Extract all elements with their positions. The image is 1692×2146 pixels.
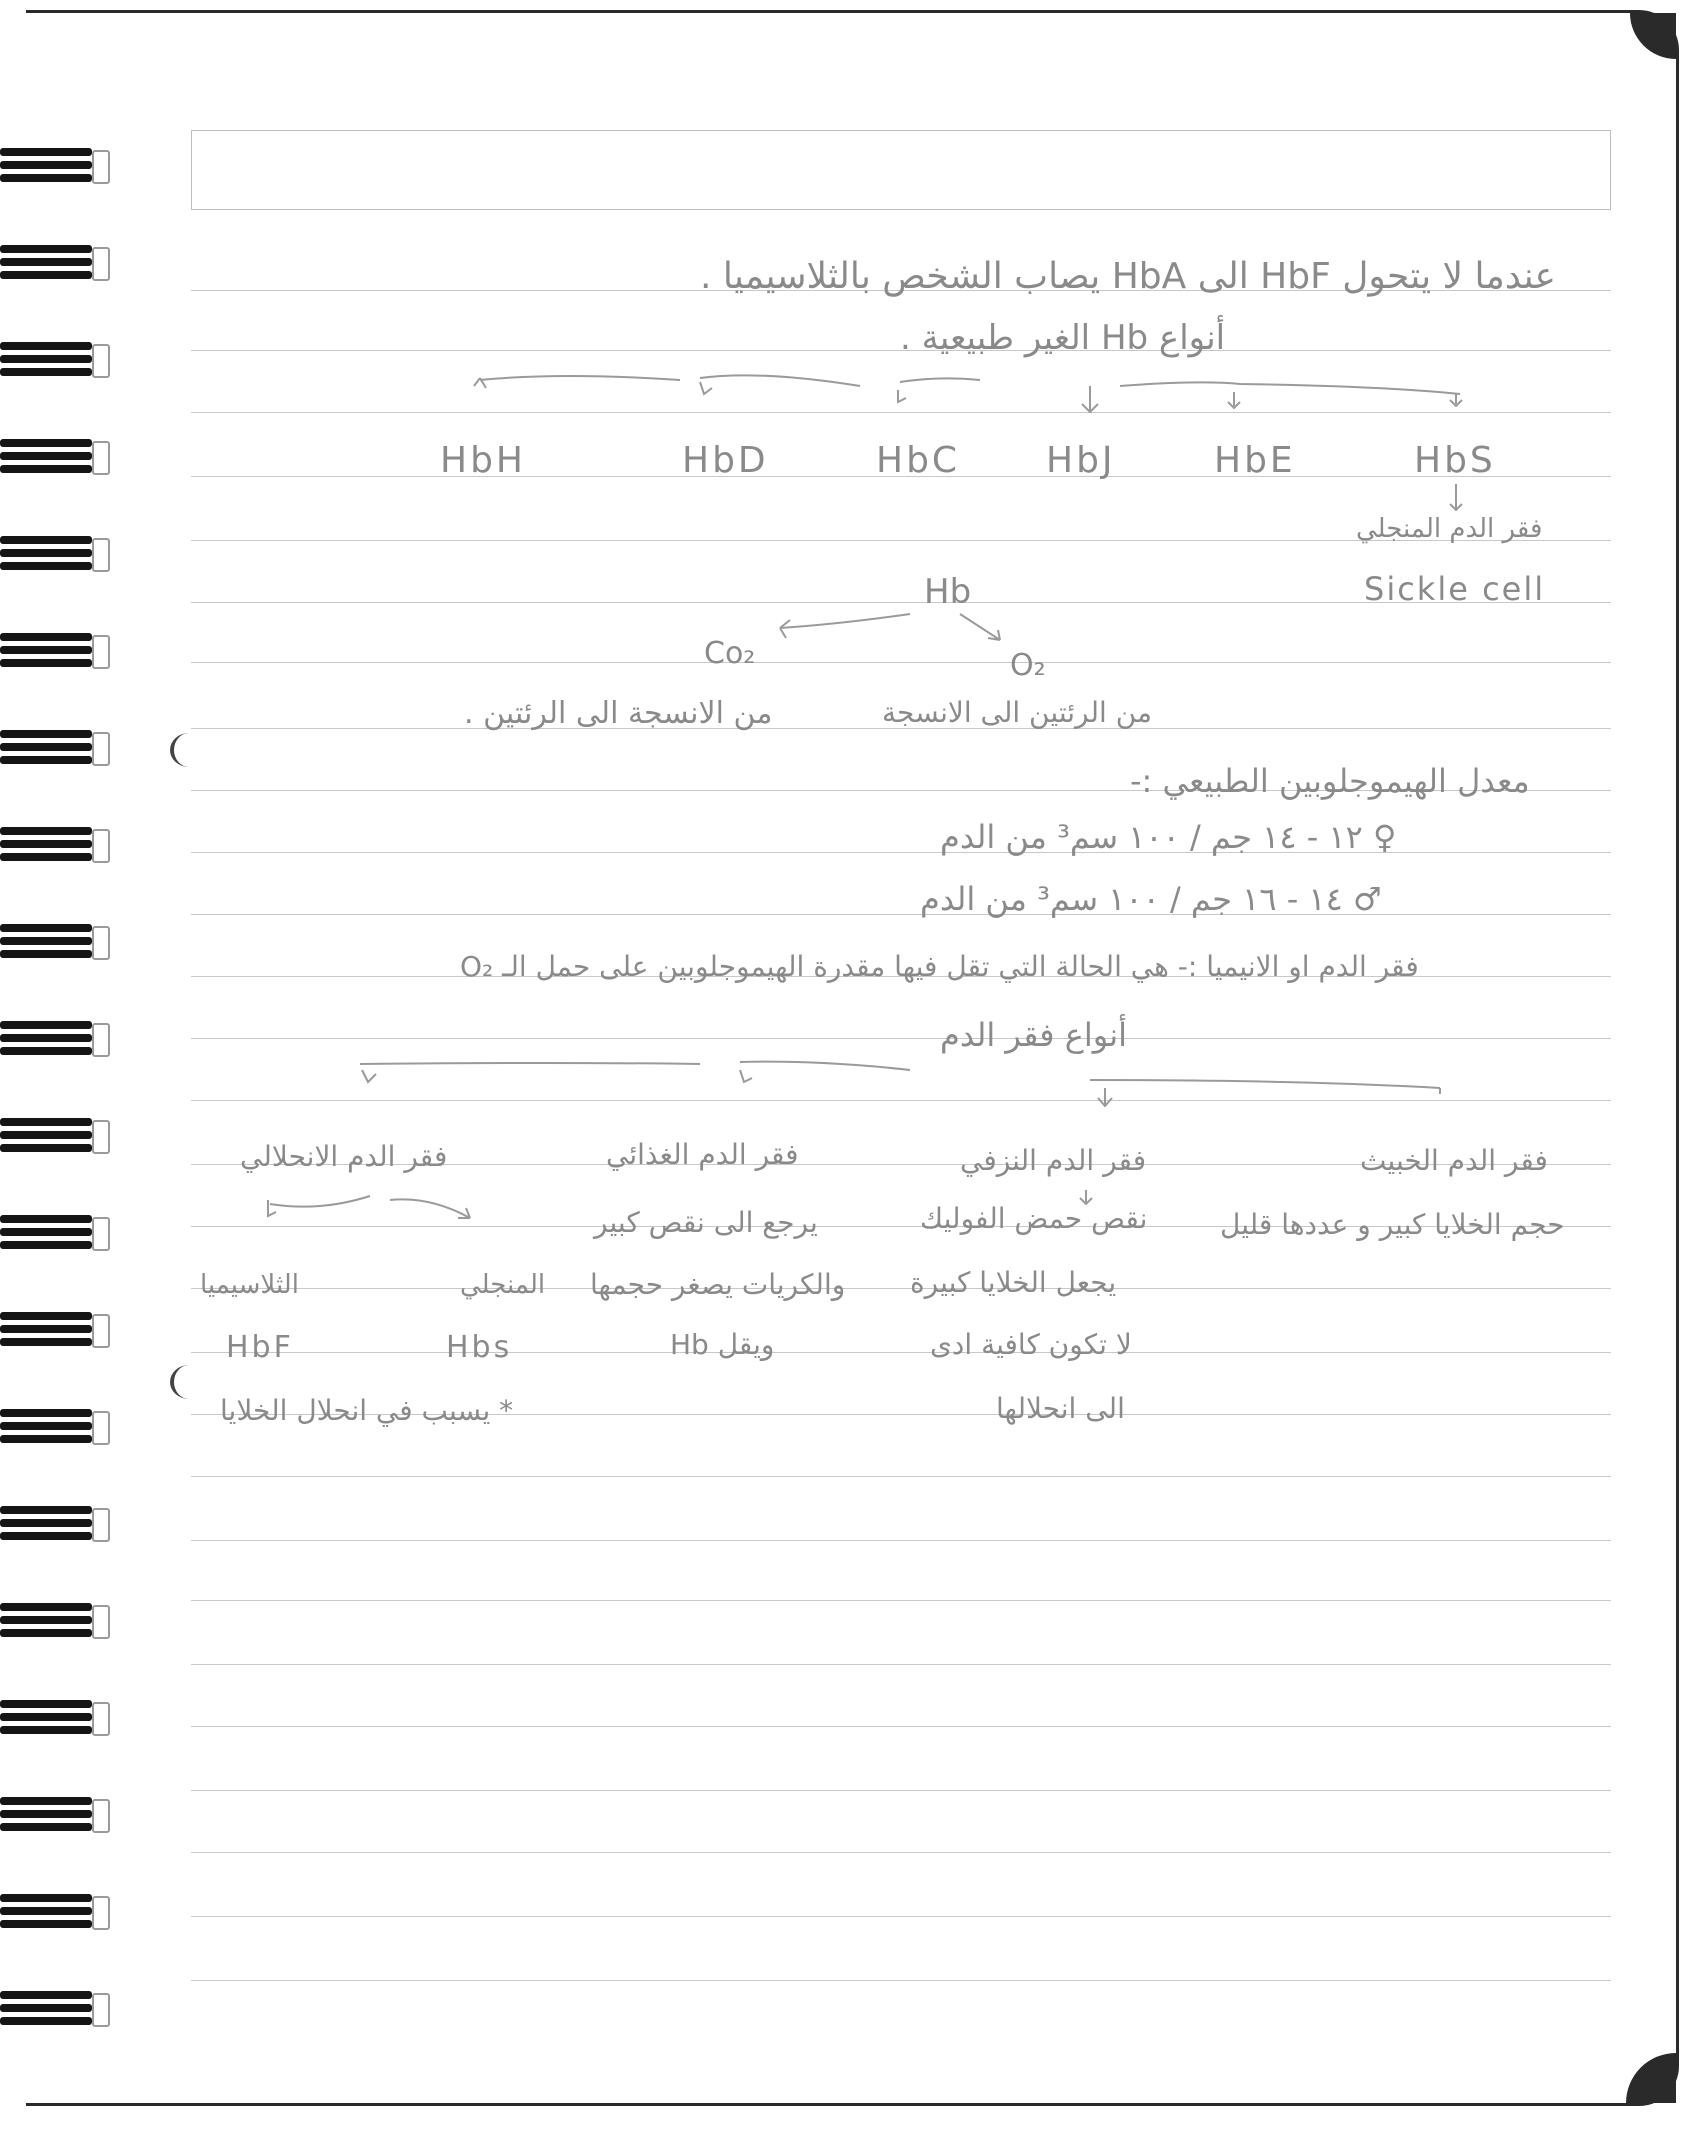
- arrow-head: [390, 1199, 470, 1218]
- branch-line: [1120, 382, 1460, 394]
- o2-arrow: [960, 614, 1000, 640]
- arrow-head: [1098, 1088, 1112, 1106]
- anemia-types-heading: أنواع فقر الدم: [940, 1016, 1128, 1054]
- hb-type-hbh: HbH: [440, 440, 526, 481]
- arrow-head: [700, 382, 712, 394]
- hb-types-heading: أنواع Hb الغير طبيعية .: [900, 318, 1226, 358]
- branch-line: [1090, 1080, 1440, 1088]
- male-rate: ♂ ١٤ - ١٦ جم / ١٠٠ سم³ من الدم: [920, 880, 1382, 918]
- sickle-cell-ar: فقر الدم المنجلي: [1356, 514, 1543, 544]
- hemolytic-note: * يسبب في انحلال الخلايا: [220, 1394, 514, 1427]
- branch-line: [360, 1063, 700, 1064]
- anemia-type-title: فقر الدم النزفي: [960, 1144, 1147, 1177]
- hb-type-hbe: HbE: [1214, 440, 1296, 481]
- anemia-type-line: يجعل الخلايا كبيرة: [910, 1266, 1117, 1299]
- arrow-head: [898, 390, 906, 402]
- anemia-type-line: الى انحلالها: [996, 1392, 1125, 1425]
- arrow-head: [1228, 392, 1240, 408]
- normal-rate-heading: معدل الهيموجلوبين الطبيعي :-: [1130, 762, 1530, 800]
- anemia-type-line: يرجع الى نقص كبير: [594, 1206, 818, 1239]
- branch-line: [700, 375, 860, 386]
- branch-line: [270, 1196, 370, 1207]
- arrow-head: [1082, 386, 1098, 412]
- o2-label: O₂: [1010, 648, 1046, 683]
- sickle-cell-en: Sickle cell: [1364, 570, 1546, 608]
- co2-label: Co₂: [704, 636, 756, 671]
- o2-note: من الرئتين الى الانسجة: [882, 696, 1153, 729]
- branch-line: [740, 1062, 910, 1070]
- anemia-type-line: ويقل Hb: [670, 1328, 775, 1361]
- hb-type-hbs: HbS: [1414, 440, 1496, 481]
- anemia-type-title: فقر الدم الخبيث: [1360, 1144, 1548, 1177]
- branch-line: [900, 378, 980, 382]
- thalassemia-note: عندما لا يتحول HbF الى HbA يصاب الشخص بالثلاسيميا .: [700, 256, 1557, 297]
- arrow-head: [268, 1200, 276, 1216]
- co2-note: من الانسجة الى الرئتين .: [464, 696, 773, 731]
- anemia-type-line: والكريات يصغر حجمها: [590, 1268, 846, 1301]
- hb-type-hbc: HbC: [876, 440, 961, 481]
- hb-center: Hb: [924, 572, 972, 612]
- hemolytic-sub-code: HbF: [226, 1330, 294, 1365]
- arrow-head: [1450, 394, 1462, 406]
- hemolytic-sub-name: الثلاسيميا: [200, 1270, 299, 1300]
- anemia-definition: فقر الدم او الانيميا :- هي الحالة التي تقل فيها مقدرة الهيموجلوبين على حمل الـ O₂: [460, 950, 1419, 983]
- branch-line: [480, 376, 680, 380]
- anemia-type-line: حجم الخلايا كبير و عددها قليل: [1220, 1208, 1565, 1241]
- anemia-type-title: فقر الدم الانحلالي: [240, 1140, 448, 1173]
- anemia-type-line: لا تكون كافية ادى: [930, 1328, 1132, 1361]
- hb-type-hbj: HbJ: [1046, 440, 1116, 481]
- co2-arrow: [780, 614, 910, 638]
- hb-type-hbd: HbD: [682, 440, 769, 481]
- anemia-type-title: فقر الدم الغذائي: [606, 1138, 799, 1171]
- female-rate: ♀ ١٢ - ١٤ جم / ١٠٠ سم³ من الدم: [940, 818, 1397, 856]
- anemia-type-line: نقص حمض الفوليك: [920, 1202, 1148, 1235]
- hemolytic-sub-code: Hbs: [446, 1330, 513, 1365]
- hemolytic-sub-name: المنجلي: [460, 1270, 546, 1300]
- arrow-head: [1450, 484, 1462, 510]
- arrow-head: [362, 1070, 376, 1082]
- arrow-head: [740, 1070, 752, 1082]
